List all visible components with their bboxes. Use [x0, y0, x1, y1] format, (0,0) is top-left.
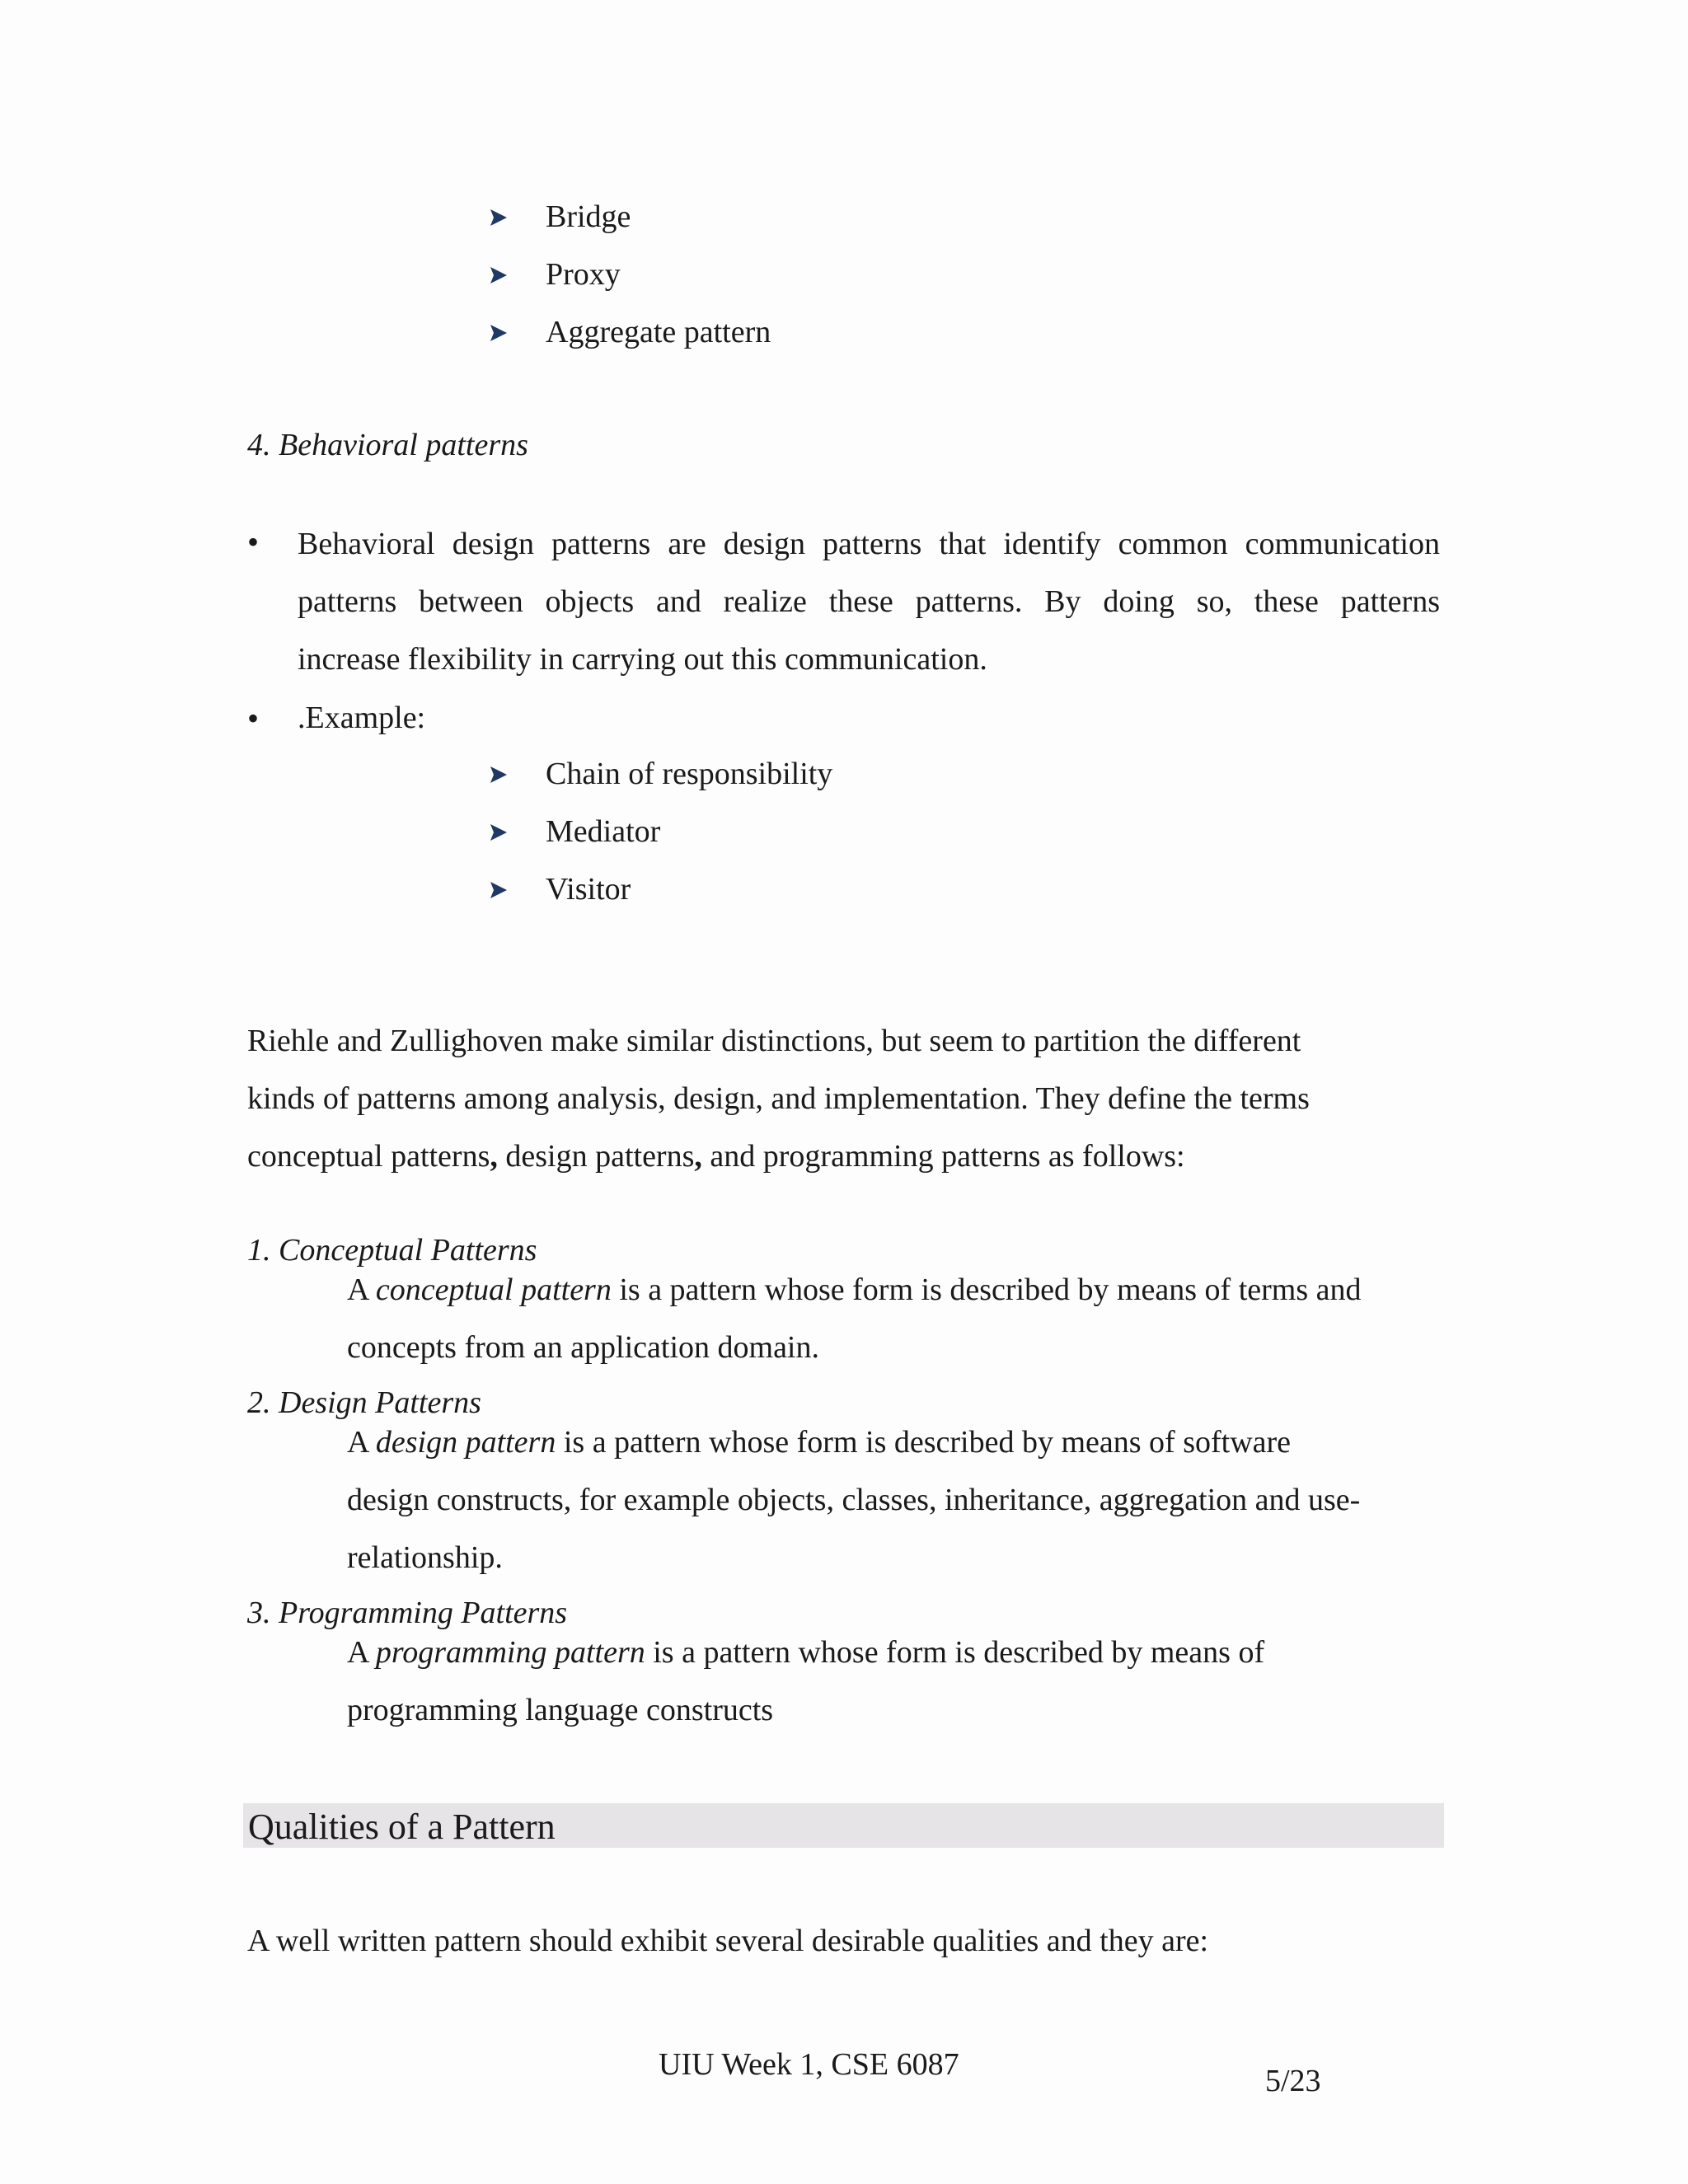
paragraph-line: [247, 1127, 1310, 1185]
definition-term: conceptual pattern: [375, 1272, 612, 1307]
paragraph-line: Behavioral design patterns are design patterns that identify common communication: [298, 527, 1440, 561]
arrow-bullet-icon: [489, 765, 509, 785]
bullet-dot-icon: •: [247, 523, 260, 560]
paragraph-line: concepts from an application domain.: [347, 1330, 819, 1365]
definition-text: is a pattern whose form is described by means of terms and: [611, 1272, 1362, 1307]
riehle-paragraph: [247, 1012, 1310, 1185]
comma: ,: [490, 1139, 498, 1174]
definition-term: design pattern: [375, 1425, 556, 1460]
arrow-bullet-icon: [489, 323, 509, 343]
list-item: Aggregate pattern: [546, 315, 771, 349]
behavioral-description: [298, 515, 1440, 688]
list-item: Bridge: [546, 199, 631, 234]
paragraph-line: relationship.: [347, 1540, 503, 1575]
paragraph-line: patterns between objects and realize these patterns. By doing so, these patterns: [298, 584, 1440, 619]
definition-text: is a pattern whose form is described by means of software: [556, 1425, 1292, 1460]
section-heading-qualities: [243, 1803, 1444, 1848]
paragraph-line: programming language constructs: [347, 1693, 774, 1727]
definition-title: 1. Conceptual Patterns: [247, 1233, 537, 1268]
arrow-bullet-icon: [489, 208, 509, 227]
definition-body: [347, 1624, 1264, 1739]
comma: ,: [694, 1139, 702, 1174]
paragraph-line: [347, 1261, 1362, 1319]
definition-title: 2. Design Patterns: [247, 1385, 481, 1420]
definition-body: [347, 1413, 1360, 1586]
list-item: Visitor: [546, 872, 631, 907]
term-programming: and programming patterns as follows:: [701, 1139, 1185, 1174]
list-item: Proxy: [546, 257, 621, 292]
page-number: 5/23: [1265, 2064, 1321, 2098]
list-item: Chain of responsibility: [546, 757, 833, 791]
definition-title: 3. Programming Patterns: [247, 1596, 568, 1630]
paragraph-line: kinds of patterns among analysis, design, and implementation. They define the terms: [247, 1081, 1310, 1116]
definition-term: programming pattern: [375, 1635, 645, 1670]
paragraph-line: design constructs, for example objects, classes, inheritance, aggregation and use-: [347, 1483, 1361, 1517]
section-heading-text: Qualities of a Pattern: [248, 1807, 556, 1847]
term-conceptual: conceptual patterns: [247, 1139, 490, 1174]
paragraph-line: Riehle and Zullighoven make similar distinctions, but seem to partition the different: [247, 1024, 1301, 1058]
paragraph-line: increase flexibility in carrying out this communication.: [298, 642, 987, 677]
definition-article: A: [347, 1635, 376, 1670]
section-heading-behavioral: 4. Behavioral patterns: [247, 428, 528, 462]
footer-course: UIU Week 1, CSE 6087: [659, 2047, 959, 2082]
arrow-bullet-icon: [489, 880, 509, 900]
definition-article: A: [347, 1425, 376, 1460]
term-design: design patterns: [497, 1139, 695, 1174]
bullet-dot-icon: •: [247, 700, 260, 737]
arrow-bullet-icon: [489, 265, 509, 285]
arrow-bullet-icon: [489, 823, 509, 842]
paragraph-line: [347, 1413, 1360, 1471]
example-label: .Example:: [298, 701, 426, 735]
definition-article: A: [347, 1272, 376, 1307]
definition-text: is a pattern whose form is described by means of: [645, 1635, 1265, 1670]
definition-body: [347, 1261, 1362, 1376]
paragraph-line: [347, 1624, 1264, 1681]
qualities-intro: A well written pattern should exhibit several desirable qualities and they are:: [247, 1924, 1209, 1958]
list-item: Mediator: [546, 814, 661, 849]
